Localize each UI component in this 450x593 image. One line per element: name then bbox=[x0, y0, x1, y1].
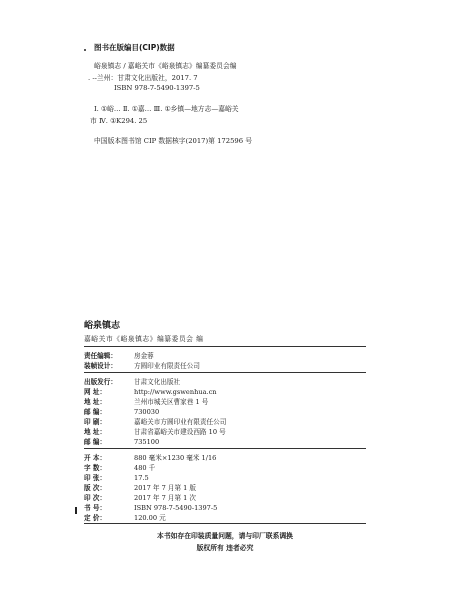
spec-value: 2017 年 7 月第 1 版 bbox=[134, 484, 197, 492]
spec-value: 480 千 bbox=[134, 464, 156, 472]
publication-label: 邮 编： bbox=[84, 408, 107, 416]
spec-label: 版 次： bbox=[84, 484, 107, 492]
publication-value: 735100 bbox=[134, 438, 160, 446]
publication-row bbox=[84, 416, 226, 426]
credit-value: 房金蓉 bbox=[134, 352, 154, 360]
publication-row bbox=[84, 386, 217, 396]
credit-label: 责任编辑： bbox=[84, 352, 117, 360]
cip-publisher-line: . --兰州：甘肃文化出版社，2017. 7 bbox=[88, 74, 198, 82]
credit-row bbox=[84, 350, 154, 360]
publication-row bbox=[84, 396, 208, 406]
credit-value: 方圆印业有限责任公司 bbox=[134, 362, 200, 370]
divider-rule bbox=[84, 372, 366, 373]
publication-label: 邮 编： bbox=[84, 438, 107, 446]
cip-classification-line: Ⅰ. ①峪… Ⅱ. ①嘉… Ⅲ. ①乡镇—地方志—嘉峪关 bbox=[94, 105, 239, 113]
publication-row bbox=[84, 426, 226, 436]
divider-rule bbox=[84, 523, 366, 524]
publication-value: 甘肃省嘉峪关市建设西路 10 号 bbox=[134, 428, 226, 436]
spec-label: 开 本： bbox=[84, 454, 107, 462]
cip-isbn-line: ISBN 978-7-5490-1397-5 bbox=[114, 84, 200, 92]
spec-value: 17.5 bbox=[134, 474, 149, 482]
copyright-notice: 版权所有 违者必究 bbox=[196, 544, 254, 552]
publication-row bbox=[84, 436, 159, 446]
spec-row bbox=[84, 512, 166, 522]
cip-record-number: 中国版本图书馆 CIP 数据核字(2017)第 172596 号 bbox=[94, 137, 253, 145]
spec-value: 2017 年 7 月第 1 次 bbox=[134, 494, 197, 502]
spec-row bbox=[84, 452, 216, 462]
credit-label: 装帧设计： bbox=[84, 362, 117, 370]
publication-value: 兰州市城关区曹家巷 1 号 bbox=[134, 398, 209, 406]
scan-dot-mark bbox=[84, 49, 86, 51]
spec-label: 书 号： bbox=[84, 504, 107, 512]
spec-row bbox=[84, 472, 149, 482]
spec-row bbox=[84, 492, 196, 502]
publication-value: http://www.gswenhua.cn bbox=[134, 388, 217, 396]
spec-row bbox=[84, 482, 196, 492]
publication-label: 地 址： bbox=[84, 398, 107, 406]
spec-value: 120.00 元 bbox=[134, 514, 166, 522]
publication-row bbox=[84, 376, 180, 386]
spec-row bbox=[84, 502, 217, 512]
publication-value: 嘉峪关市方圆印业有限责任公司 bbox=[134, 418, 227, 426]
spec-value: ISBN 978-7-5490-1397-5 bbox=[134, 504, 218, 512]
publication-value: 甘肃文化出版社 bbox=[134, 378, 181, 386]
publication-label: 地 址： bbox=[84, 428, 107, 436]
cip-classification-line-2: 市 Ⅳ. ①K294. 25 bbox=[90, 117, 148, 125]
spec-label: 印 张： bbox=[84, 474, 107, 482]
spec-row bbox=[84, 462, 155, 472]
publication-row bbox=[84, 406, 159, 416]
spec-label: 印 次： bbox=[84, 494, 107, 502]
cip-heading: 图书在版编目(CIP)数据 bbox=[94, 43, 175, 52]
cip-title-line: 峪泉镇志 / 嘉峪关市《峪泉镇志》编纂委员会编 bbox=[94, 62, 237, 70]
quality-notice: 本书如存在印装质量问题，请与印厂联系调换 bbox=[157, 532, 293, 540]
spec-label: 定 价： bbox=[84, 514, 107, 522]
divider-rule bbox=[84, 346, 366, 347]
publication-label: 出版发行： bbox=[84, 378, 117, 386]
publication-label: 网 址： bbox=[84, 388, 107, 396]
publication-value: 730030 bbox=[134, 408, 160, 416]
book-editor: 嘉峪关市《峪泉镇志》编纂委员会 编 bbox=[84, 335, 204, 343]
book-title: 峪泉镇志 bbox=[84, 321, 121, 331]
spec-label: 字 数： bbox=[84, 464, 107, 472]
divider-rule bbox=[84, 448, 366, 449]
credit-row bbox=[84, 360, 200, 370]
scan-edge-mark bbox=[75, 507, 77, 514]
publication-label: 印 刷： bbox=[84, 418, 107, 426]
spec-value: 880 毫米×1230 毫米 1/16 bbox=[134, 454, 217, 462]
